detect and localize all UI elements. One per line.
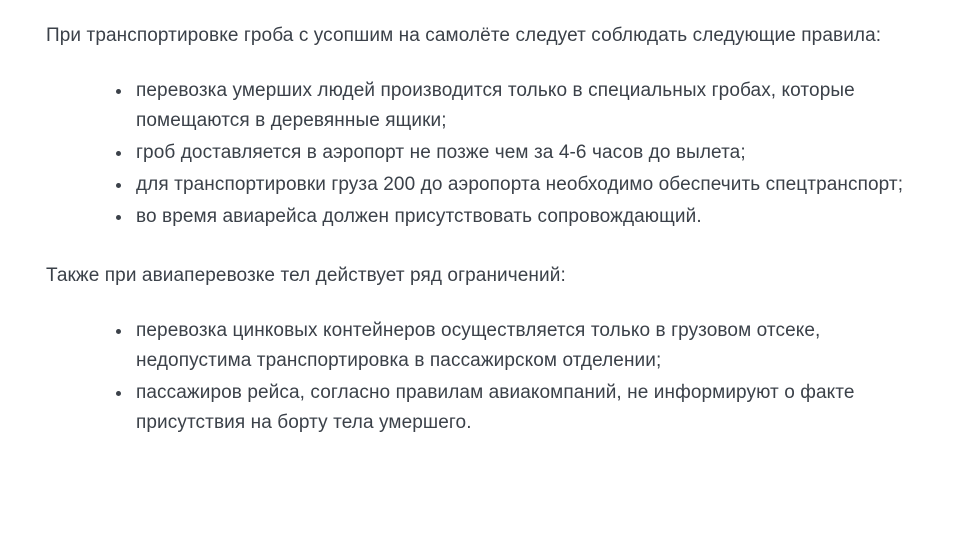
list-item: перевозка цинковых контейнеров осуществляется только в грузовом отсеке, недопустима транспортировка в пассажирском отделении; [110, 316, 928, 376]
list-item: пассажиров рейса, согласно правилам авиакомпаний, не информируют о факте присутствия на борту тела умершего. [110, 378, 928, 438]
list-item: гроб доставляется в аэропорт не позже чем за 4-6 часов до вылета; [110, 138, 928, 168]
list-item: перевозка умерших людей производится только в специальных гробах, которые помещаются в деревянные ящики; [110, 76, 928, 136]
list-item: для транспортировки груза 200 до аэропорта необходимо обеспечить спецтранспорт; [110, 170, 928, 200]
rules-list [46, 76, 928, 232]
list-item: во время авиарейса должен присутствовать сопровождающий. [110, 202, 928, 232]
intro-paragraph: При транспортировке гроба с усопшим на самолёте следует соблюдать следующие правила: [46, 25, 882, 46]
second-paragraph: Также при авиаперевозке тел действует ряд ограничений: [46, 265, 566, 286]
restrictions-list [46, 316, 928, 438]
